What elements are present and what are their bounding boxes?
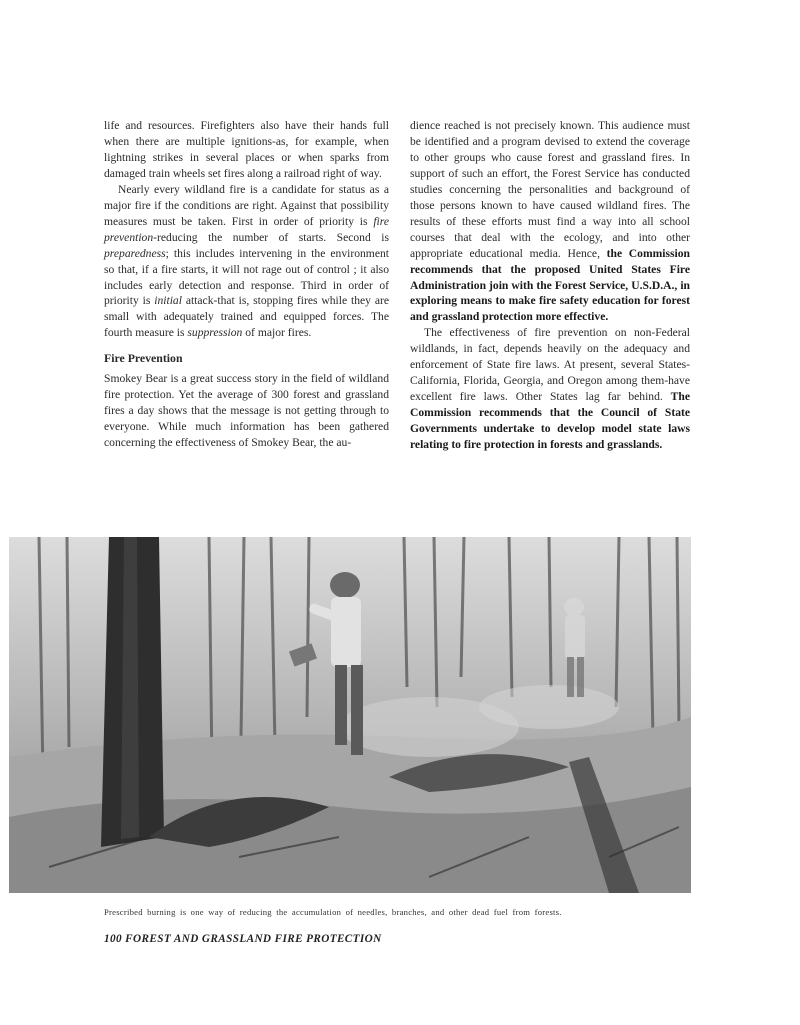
page-footer: 100 FOREST AND GRASSLAND FIRE PROTECTION (104, 933, 382, 945)
paragraph: Nearly every wildland fire is a candidate for status as a major fire if the conditions are right. Against that possibility measures must be taken. First in order of priority is fire prevention-reducing the number of starts. Second is preparedness; this includes intervening in the environment so that, if a fire starts, it will not rage out of control ; it also includes early detection and response. Third in order of priority is initial attack-that is, stopping fires while they are small with adequately trained and equipped forces. The fourth measure is suppression of major fires. (104, 182, 389, 340)
paragraph: life and resources. Firefighters also have their hands full when there are multiple ignitions-as, for example, when lightning strikes in several places or when sparks from damaged train wheels set fires along a railroad right of way. (104, 119, 389, 180)
paragraph: Smokey Bear is a great success story in the field of wildland fire protection. Yet the average of 300 forest and grassland fires a day shows that the message is not getting through to everyone. While much information has been gathered concerning the effectiveness of Smokey Bear, the au- (104, 372, 389, 450)
left-text-column (104, 118, 389, 451)
section-heading: Fire Prevention (104, 351, 183, 366)
paragraph: dience reached is not precisely known. This audience must be identified and a program devised to extend the coverage to other groups who cause forest and grassland fires. In support of such an effort, the Forest Service has conducted studies concerning the personalities and background of those persons known to have caused wildland fires. The results of these efforts must find a way into all school courses that deal with the ecology, and into other appropriate educational media. Hence, the Commission recommends that the proposed United States Fire Administration join with the Forest Service, U.S.D.A., in exploring means to make fire safety education for forest and grassland protection more effective. (410, 119, 690, 324)
right-text-column (410, 118, 690, 453)
paragraph: The effectiveness of fire prevention on non-Federal wildlands, in fact, depends heavily on the adequacy and enforcement of State fire laws. At present, several States-California, Florida, Georgia, and Oregon among them-have excellent fire laws. Other States lag far behind. The Commission recommends that the Council of State Governments undertake to develop model state laws relating to fire protection in forests and grasslands. (410, 326, 690, 452)
photo-caption: Prescribed burning is one way of reducing the accumulation of needles, branches, and other dead fuel from forests. (104, 907, 562, 917)
forest-photo-icon (9, 537, 691, 893)
